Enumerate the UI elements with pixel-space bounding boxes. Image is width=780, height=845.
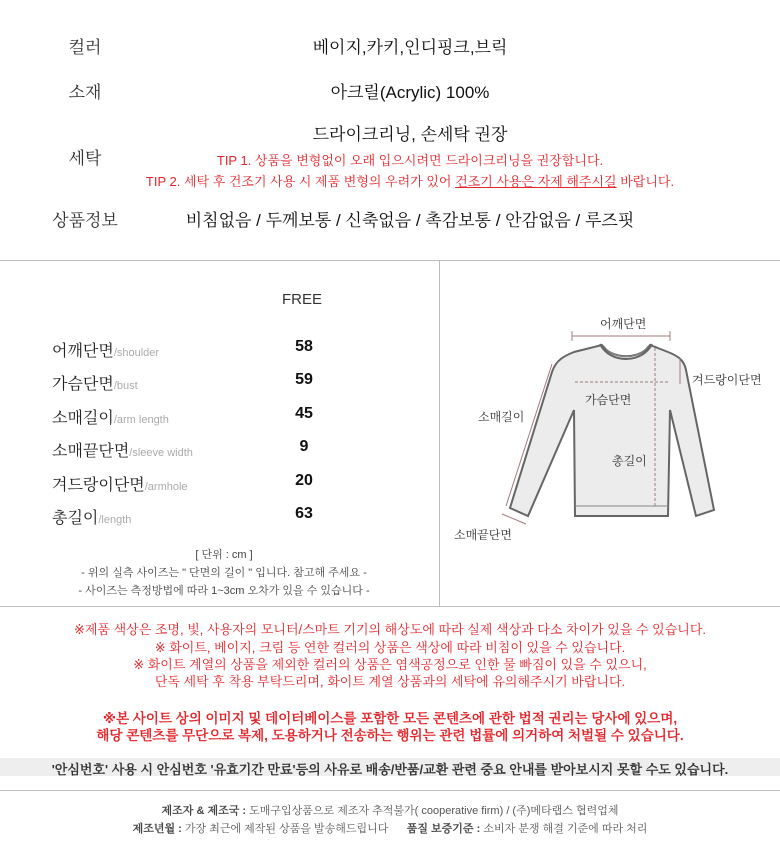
size-value: 9 [299,438,309,455]
sweater-outline [510,345,714,516]
info-material-label: 소재 [68,83,102,102]
footer-warranty-label: 품질 보증기준 : [406,823,481,835]
size-name-ko: 겨드랑이단면 [52,477,145,494]
size-row [52,405,352,429]
size-name-ko: 총길이 [52,510,99,527]
size-note-2: - 사이즈는 측정방법에 따라 1~3cm 오차가 있을 수 있습니다 - [78,585,370,597]
diagram-cuff-label: 소매끝단면 [454,528,512,542]
info-color-label: 컬러 [68,38,102,57]
size-unit: [ 단위 : cm ] [195,549,253,561]
info-wash-value: 드라이크리닝, 손세탁 권장 [312,125,508,144]
info-product-value: 비침없음 / 두께보통 / 신축없음 / 촉감보통 / 안감없음 / 루즈핏 [185,211,635,230]
safe-number-notice: '안심번호' 사용 시 안심번호 '유효기간 만료'등의 사유로 배송/반품/교환 관련 중요 안내를 받아보시지 못할 수도 있습니다. [51,762,729,777]
divider-top [0,260,780,261]
diagram-armhole-label: 겨드랑이단면 [692,373,762,387]
size-name-ko: 어깨단면 [52,343,114,360]
cuff-measure [502,514,526,524]
size-name [52,371,138,394]
size-name [52,405,169,428]
notice-color: ※제품 색상은 조명, 빛, 사용자의 모니터/스마트 기기의 해상도에 따라 실제 색상과 다소 차이가 있을 수 있습니다. [73,622,707,637]
size-name [52,472,188,495]
size-value: 58 [295,338,313,355]
size-row [52,371,352,395]
size-value: 63 [295,505,313,522]
notice-light-color: ※ 화이트, 베이지, 크림 등 연한 컬러의 상품은 색상에 따라 비침이 있을 수 있습니다. [154,640,626,655]
notice-dye: ※ 화이트 계열의 상품을 제외한 컬러의 상품은 염색공정으로 인한 물 빠짐이 있을 수 있으니, [133,657,647,672]
size-value: 45 [295,405,313,422]
diagram-sleeve-label: 소매길이 [478,410,525,424]
footer-date-warranty [0,820,780,836]
info-material-value: 아크릴(Acrylic) 100% [330,83,490,102]
wash-tip-2 [140,171,680,190]
size-name [52,338,159,361]
size-name [52,505,131,528]
size-row [52,505,352,529]
diagram-bust-label: 가슴단면 [585,393,632,407]
diagram-shoulder-label: 어깨단면 [600,317,647,331]
size-value: 59 [295,371,313,388]
size-name-en: /sleeve width [129,447,193,459]
wash-tip-2-underline: 건조기 사용은 자제 해주시길 [455,174,617,189]
info-product-label: 상품정보 [52,211,118,230]
footer-date-label: 제조년월 : [132,823,182,835]
size-name-ko: 소매끝단면 [52,443,130,460]
size-name-ko: 가슴단면 [52,376,114,393]
sweater-illustration [440,300,780,560]
size-row [52,438,352,462]
size-row [52,338,352,362]
divider-middle [0,606,780,607]
size-name-en: /shoulder [113,347,160,359]
wash-tip-2-start: TIP 2. 세탁 후 건조기 사용 시 제품 변형의 우려가 있어 [145,174,456,189]
footer-date-value: 가장 최근에 제작된 상품을 발송해드립니다 [184,823,389,835]
info-color-value: 베이지,카키,인디핑크,브릭 [312,38,508,57]
legal-notice-2: 해당 콘텐츠를 무단으로 복제, 도용하거나 전송하는 행위는 관련 법률에 의거하여 처벌될 수 있습니다. [96,728,684,743]
size-value: 20 [295,472,313,489]
size-name [52,438,193,461]
size-name-ko: 소매길이 [52,410,114,427]
size-header: FREE [281,291,322,308]
size-note-1: - 위의 실측 사이즈는 " 단면의 길이 " 입니다. 참고해 주세요 - [81,567,367,579]
size-name-en: /armhole [144,481,188,493]
footer-maker [0,802,780,818]
divider-bottom [0,790,780,791]
wash-tip-1: TIP 1. 상품을 변형없이 오래 입으시려면 드라이크리닝을 권장합니다. [216,153,604,168]
diagram-length-label: 총길이 [612,454,647,468]
wash-tip-2-end: 바랍니다. [616,174,675,189]
footer-maker-value: 도매구입상품으로 제조자 추적불가( cooperative firm) / (주)메타랩스 협력업체 [249,805,619,817]
size-name-en: /length [98,514,132,526]
legal-notice-1: ※본 사이트 상의 이미지 및 데이터베이스를 포함한 모든 콘텐츠에 관한 법적 권리는 당사에 있으며, [102,711,678,726]
size-row [52,472,352,496]
size-name-en: /bust [113,380,138,392]
size-name-en: /arm length [113,414,169,426]
footer-warranty-value: 소비자 분쟁 해결 기준에 따라 처리 [483,823,648,835]
notice-wash: 단독 세탁 후 착용 부탁드리며, 화이트 계열 상품과의 세탁에 유의해주시기 바랍니다. [154,674,626,689]
garment-diagram [440,300,780,560]
info-wash-label: 세탁 [68,149,102,168]
footer-maker-label: 제조자 & 제조국 : [161,805,247,817]
